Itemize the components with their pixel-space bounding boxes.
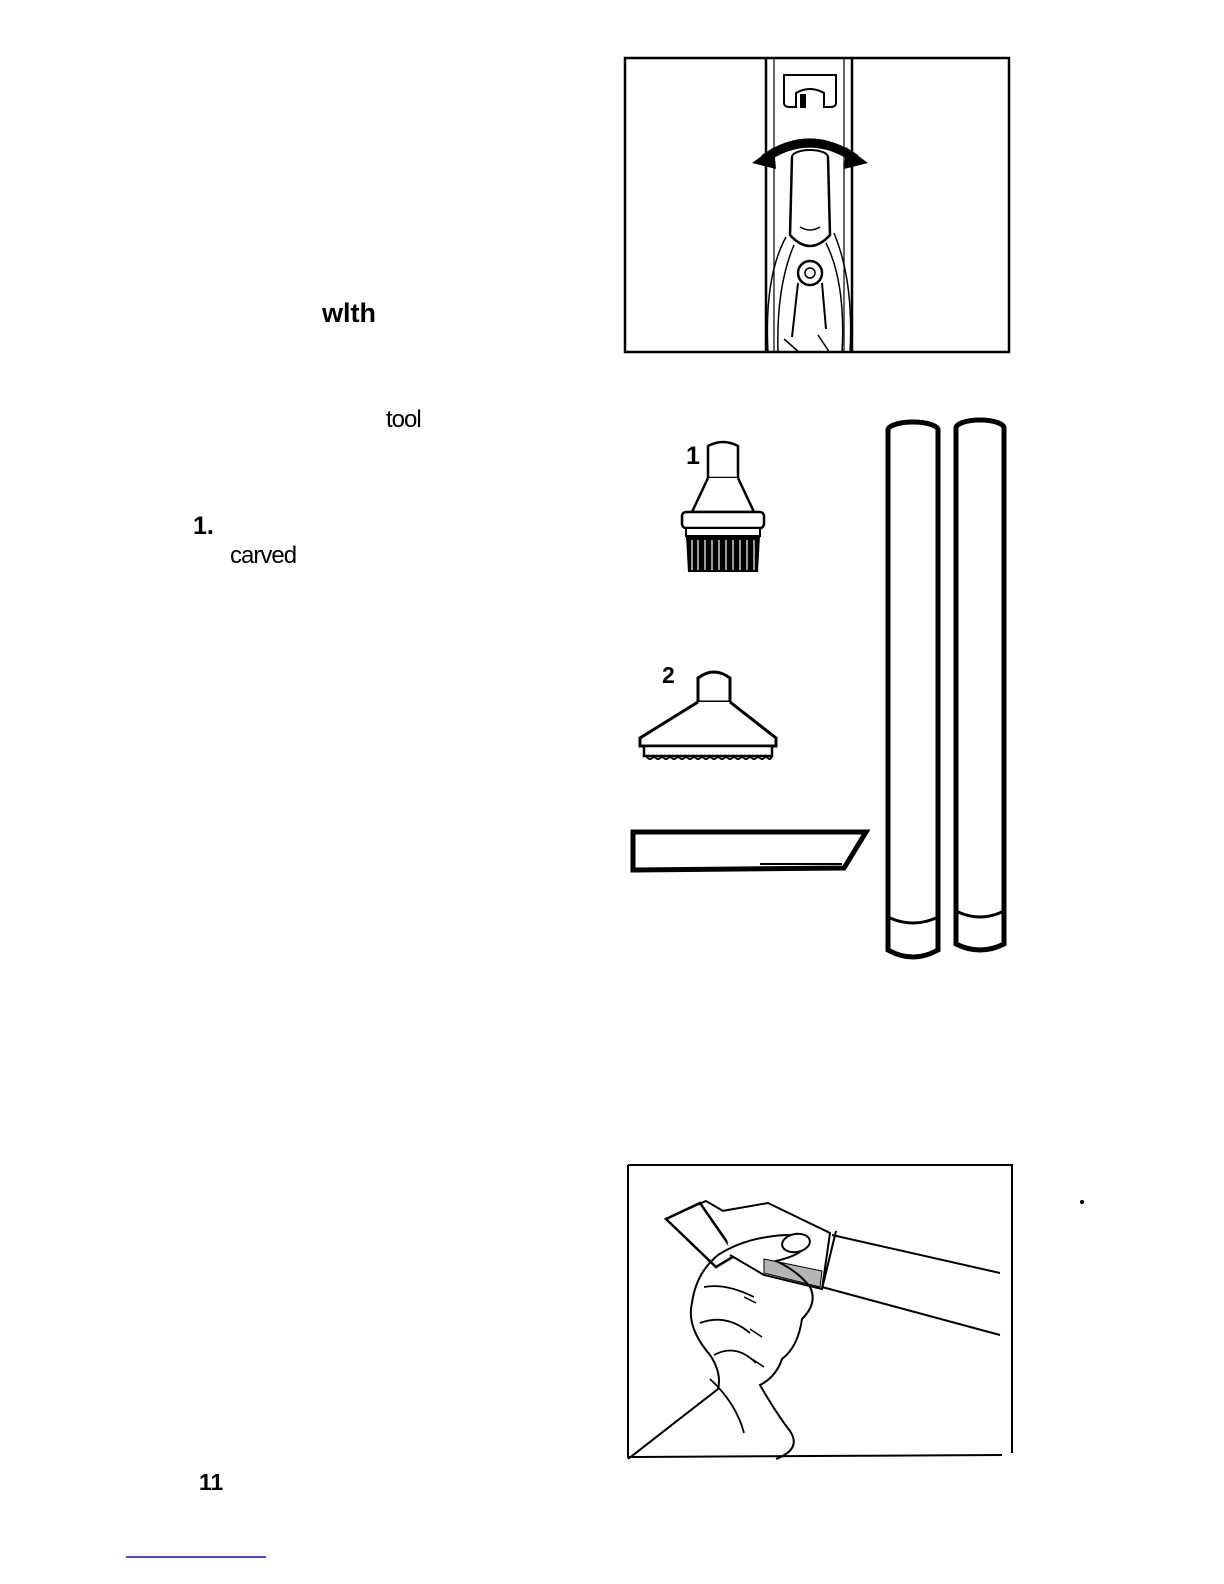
step-number: 1. (193, 512, 214, 540)
print-speck (1080, 1200, 1084, 1204)
brush-label: 1 (686, 442, 700, 470)
page-number: 11 (199, 1469, 224, 1495)
extension-wands-figure (884, 418, 1010, 962)
hand-attaching-tool-figure (626, 1163, 1016, 1461)
handle-hook-figure (624, 57, 1010, 353)
upholstery-label: 2 (662, 662, 675, 688)
dusting-brush-figure (678, 440, 768, 574)
upholstery-tool-figure (634, 664, 782, 764)
crevice-tool-figure (630, 828, 870, 874)
bottom-rule (126, 1556, 266, 1558)
word-tool: tool (386, 406, 421, 433)
word-carved: carved (230, 542, 297, 569)
word-with: wlth (322, 298, 376, 328)
